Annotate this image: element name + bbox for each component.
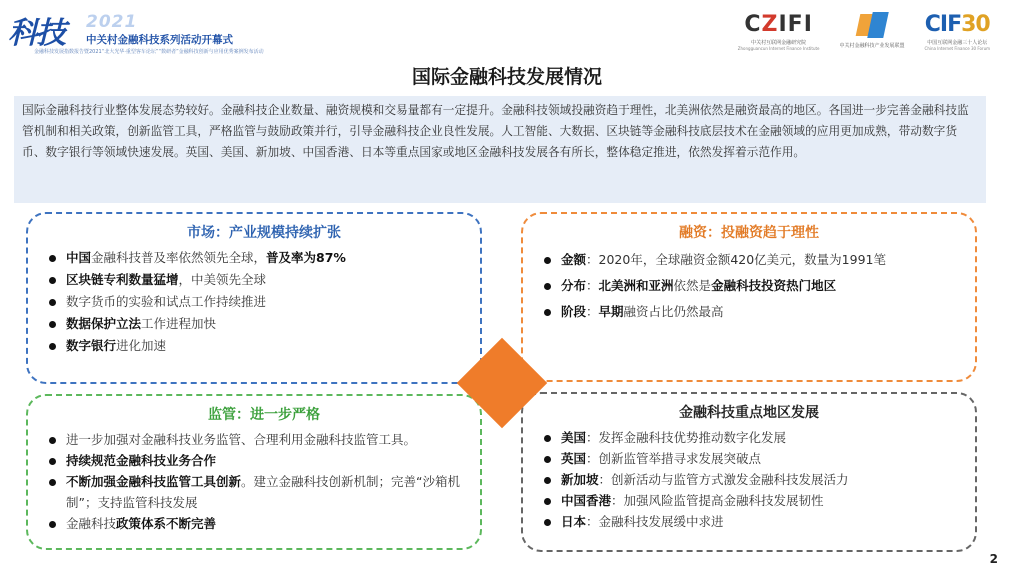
list-item: 金额：2020年，全球融资金额420亿美元，数量为1991笔 (541, 247, 957, 273)
list-item: 金融科技政策体系不断完善 (46, 513, 462, 534)
list-item: 不断加强金融科技监管工具创新。建立金融科技创新机制；完善“沙箱机制”；支持监管科技发展 (46, 471, 462, 513)
cif30-name: 中国互联网金融三十人论坛 (927, 40, 988, 46)
market-panel (26, 212, 482, 384)
regulation-panel (26, 394, 482, 550)
market-list (46, 247, 462, 357)
list-item: 中国金融科技普及率依然领先全球，普及率为87% (46, 247, 462, 269)
list-item: 持续规范金融科技业务合作 (46, 450, 462, 471)
czifi-name: 中关村互联网金融研究院 (751, 40, 807, 46)
list-item: 中国香港：加强风险监管提高金融科技发展韧性 (541, 490, 957, 511)
czifi-wordmark: CZIFI (744, 12, 813, 37)
list-item: 阶段：早期融资占比仍然最高 (541, 299, 957, 325)
alliance-mark-icon (854, 12, 890, 40)
list-item: 英国：创新监管举措寻求发展突破点 (541, 448, 957, 469)
alliance-name: 中关村金融科技产业发展联盟 (839, 43, 905, 49)
czifi-name-en: Zhongguancun Internet Finance Institute (737, 46, 820, 51)
finance-heading: 融资：投融资趋于理性 (679, 225, 819, 241)
brand-calligraphy: 科技 (8, 16, 64, 51)
brand-event-subtitle: 金融科技发展指数报告暨2021“北大光华·重型客车论坛”“数研者”金融科技创新与应用优秀案例发布活动 (34, 49, 264, 55)
page-number: 2 (989, 552, 998, 566)
intro-paragraph: 国际金融科技行业整体发展态势较好。金融科技企业数量、融资规模和交易量都有一定提升。金融科技领域投融资趋于理性，北美洲依然是融资最高的地区。各国进一步完善金融科技监管机制和相关政策，创新监管工具，严格监管与鼓励政策并行，引导金融科技企业良性发展。人工智能、大数据、区块链等金融科技底层技术在金融领域的应用更加成熟，带动数字货币、数字银行等领域快速发展。英国、美国、新加坡、中国香港、日本等重点国家或地区金融科技发展各有所长，整体稳定推进，依然发挥着示范作用。 (14, 96, 986, 203)
list-item: 美国：发挥金融科技优势推动数字化发展 (541, 427, 957, 448)
cif30-wordmark: CIF30 (924, 12, 990, 37)
list-item: 日本：金融科技发展缓中求进 (541, 511, 957, 532)
brand-year: 2021 (86, 12, 138, 32)
list-item: 新加坡：创新活动与监管方式激发金融科技发展活力 (541, 469, 957, 490)
cif30-logo (925, 12, 990, 51)
cif30-name-en: China Internet Finance 30 Forum (924, 46, 990, 51)
czifi-logo (738, 12, 820, 51)
list-item: 区块链专利数量猛增，中美领先全球 (46, 269, 462, 291)
list-item: 分布：北美洲和亚洲依然是金融科技投资热门地区 (541, 273, 957, 299)
regulation-heading: 监管：进一步严格 (208, 407, 320, 423)
regulation-list (46, 429, 462, 534)
list-item: 数字货币的实验和试点工作持续推进 (46, 291, 462, 313)
slide-header (0, 0, 1014, 62)
finance-list (541, 247, 957, 325)
partner-logos (738, 12, 990, 64)
region-list (541, 427, 957, 532)
alliance-logo (840, 12, 905, 49)
list-item: 进一步加强对金融科技业务监管、合理利用金融科技监管工具。 (46, 429, 462, 450)
event-brand-logo (6, 8, 296, 60)
finance-panel (521, 212, 977, 382)
list-item: 数字银行进化加速 (46, 335, 462, 357)
market-heading: 市场：产业规模持续扩张 (187, 225, 341, 241)
brand-event-title: 中关村金融科技系列活动开幕式 (86, 34, 233, 46)
slide-title: 国际金融科技发展情况 (411, 66, 602, 88)
list-item: 数据保护立法工作进程加快 (46, 313, 462, 335)
region-panel (521, 392, 977, 552)
region-heading: 金融科技重点地区发展 (679, 405, 819, 421)
